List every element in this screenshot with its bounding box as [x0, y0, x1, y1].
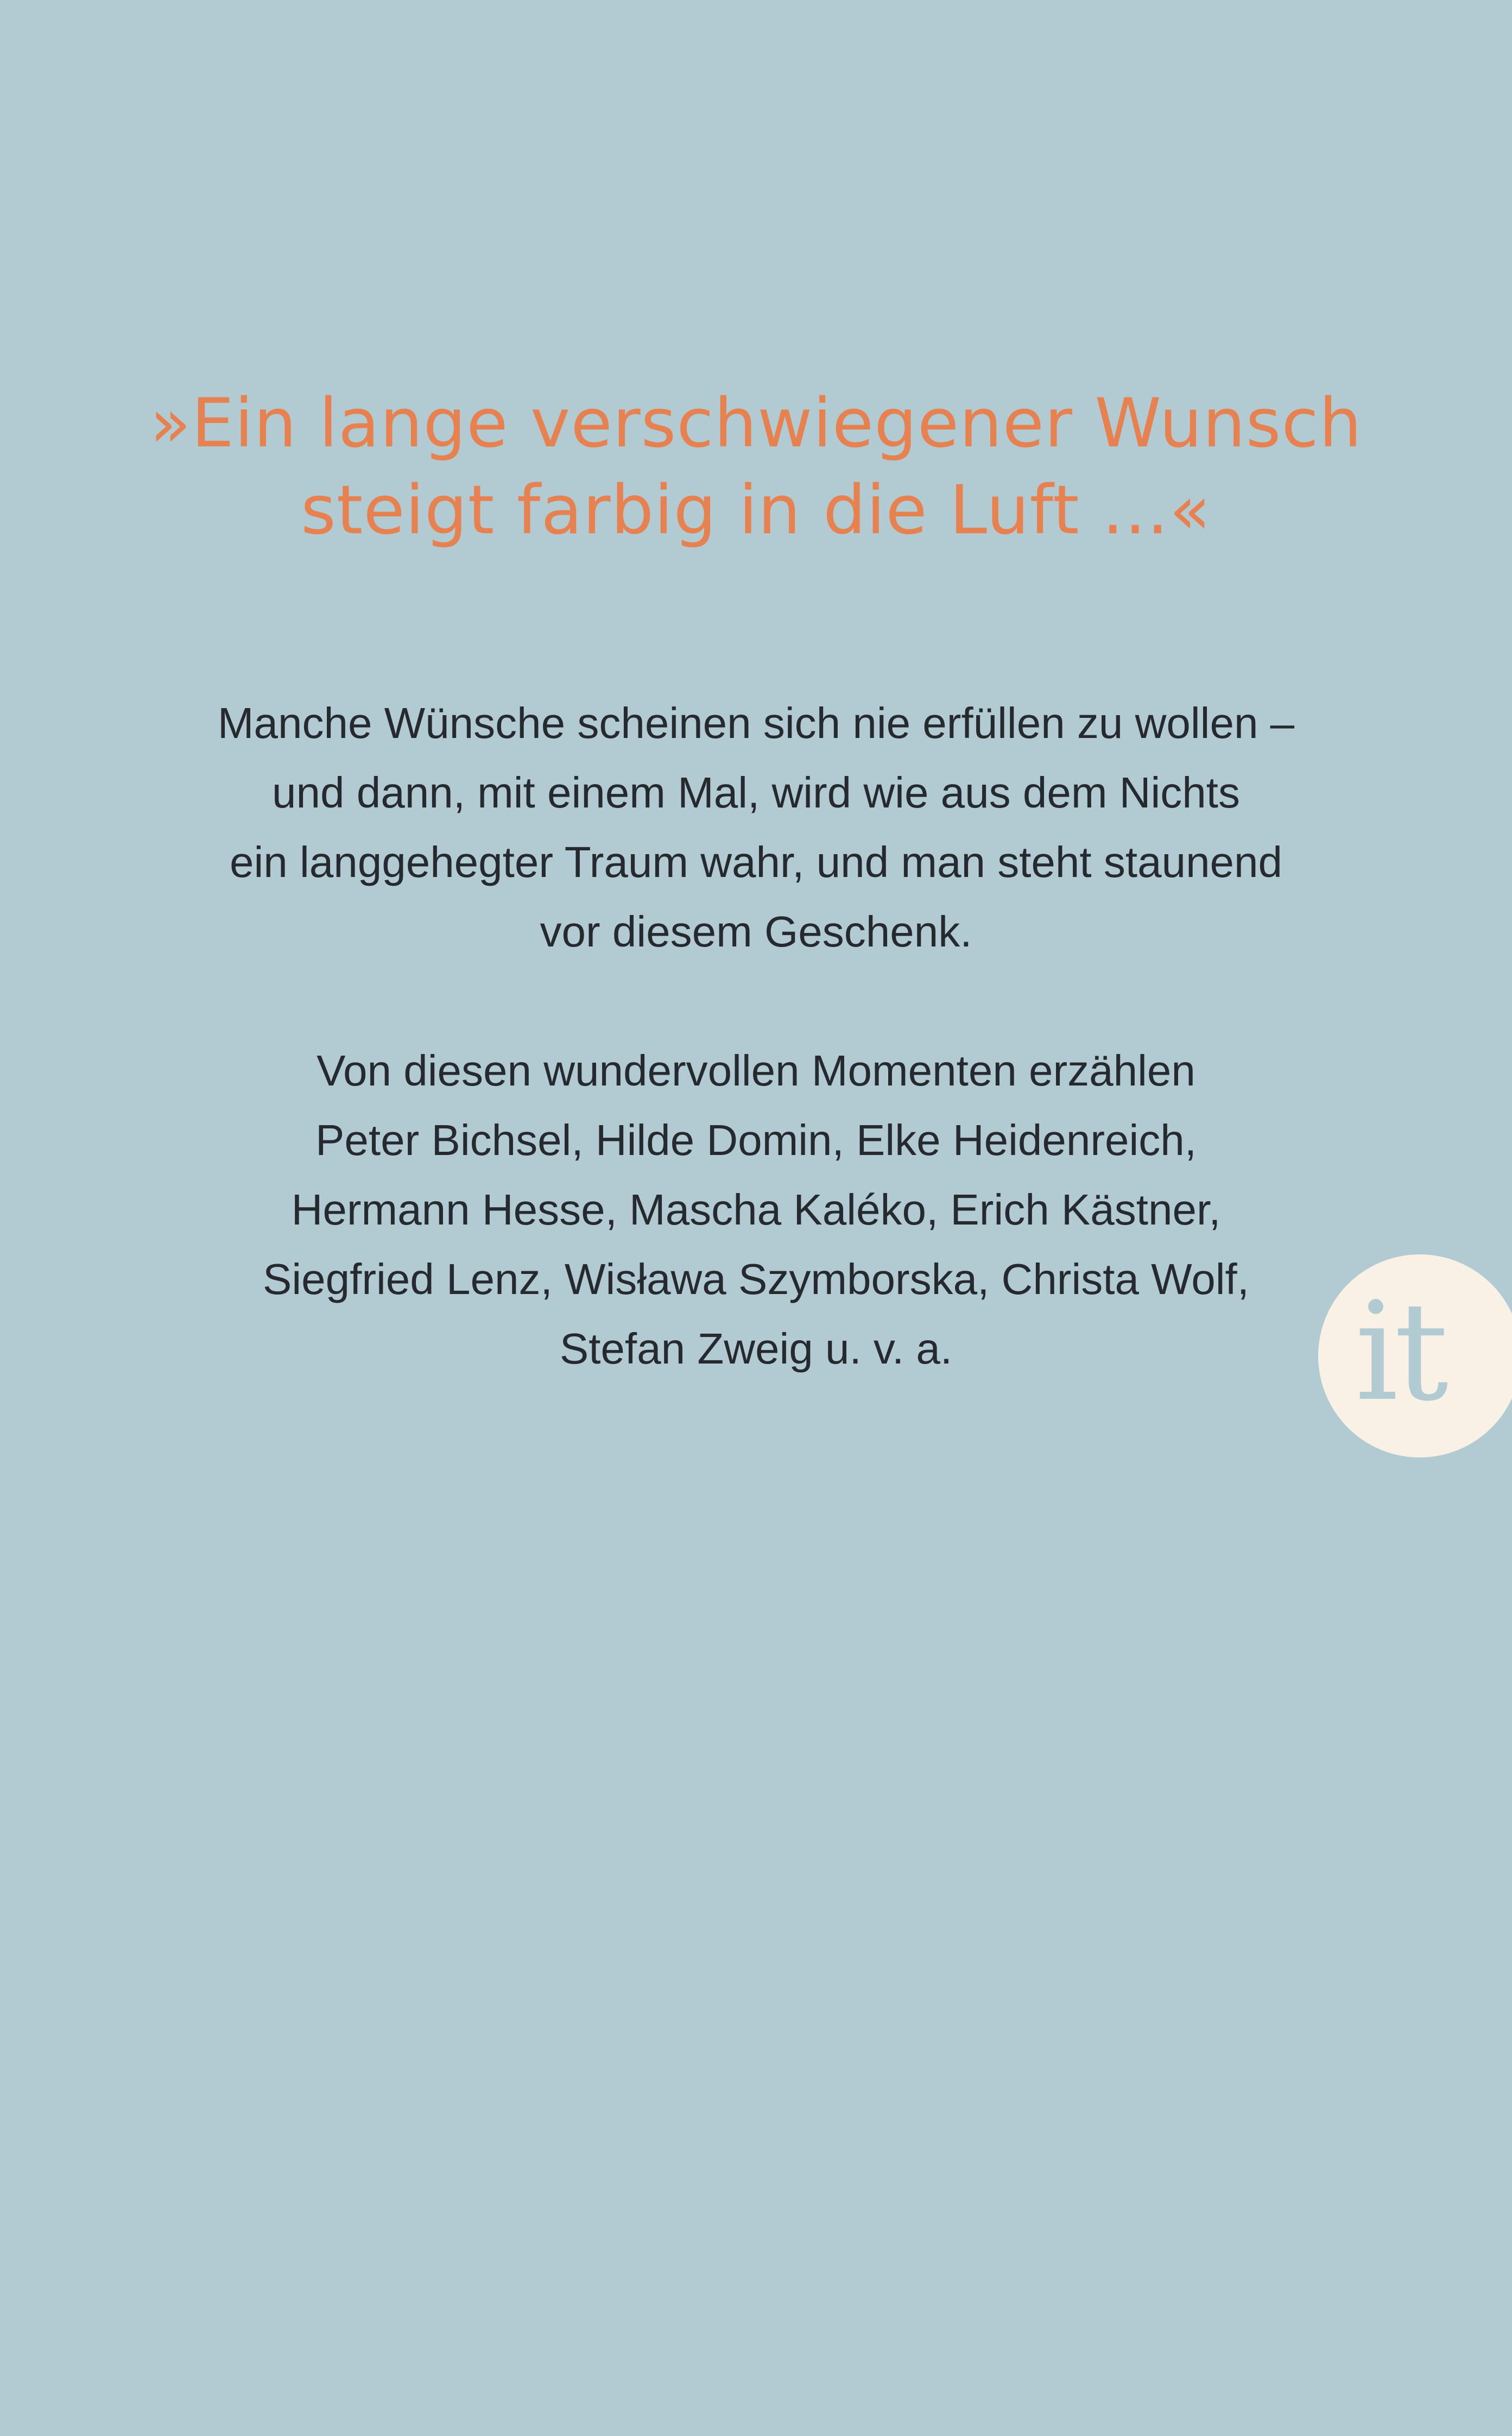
logo-text: it: [1355, 1273, 1445, 1431]
authors-paragraph: [0, 1036, 1512, 1384]
quote-line: steigt farbig in die Luft …«: [301, 471, 1211, 550]
authors-line: Hermann Hesse, Mascha Kaléko, Erich Kästner,: [291, 1185, 1221, 1234]
authors-line: Siegfried Lenz, Wisława Szymborska, Christa Wolf,: [263, 1255, 1249, 1303]
authors-line: Peter Bichsel, Hilde Domin, Elke Heidenreich,: [315, 1116, 1197, 1164]
description-line: ein langgehegter Traum wahr, und man steht staunend: [229, 838, 1283, 886]
authors-line: Von diesen wundervollen Momenten erzählen: [317, 1046, 1195, 1095]
description-paragraph: [0, 689, 1512, 967]
authors-line: Stefan Zweig u. v. a.: [559, 1324, 953, 1373]
quote-line: »Ein lange verschwiegener Wunsch: [149, 384, 1363, 463]
insel-taschenbuch-logo-icon: [1318, 1254, 1512, 1457]
cover-quote: [0, 380, 1512, 554]
description-line: vor diesem Geschenk.: [540, 907, 972, 956]
description-line: und dann, mit einem Mal, wird wie aus dem Nichts: [272, 768, 1240, 817]
description-line: Manche Wünsche scheinen sich nie erfüllen zu wollen –: [217, 699, 1295, 747]
